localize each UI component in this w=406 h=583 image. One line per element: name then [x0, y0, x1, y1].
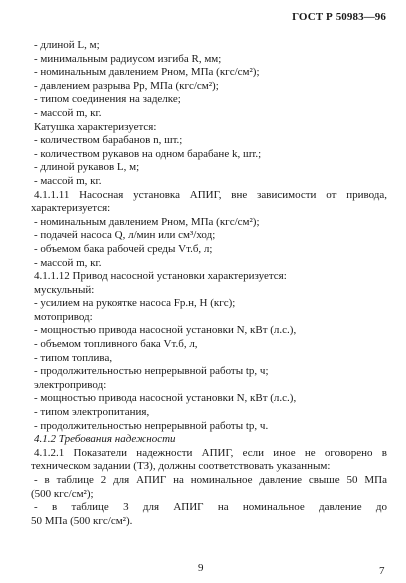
text-line: мотопривод:: [34, 310, 93, 323]
text-line: - продолжительностью непрерывной работы tр, ч.: [34, 419, 269, 432]
text-line: - номинальным давлением Pном, МПа (кгс/см²);: [34, 215, 260, 228]
text-line: - минимальным радиусом изгиба R, мм;: [34, 52, 222, 65]
text-line: мускульный:: [34, 283, 95, 296]
text-line: - в таблице 3 для АПИГ на номинальное давление до: [34, 501, 387, 514]
section-heading: 4.1.2 Требования надежности: [34, 433, 176, 446]
text-line: - типом соединения на заделке;: [34, 93, 181, 106]
text-line: - усилием на рукоятке насоса Fр.н, Н (кгс);: [34, 297, 236, 310]
text-line: Катушка характеризуется:: [34, 120, 157, 133]
text-line: - мощностью привода насосной установки N, кВт (л.с.),: [34, 324, 297, 337]
text-line: - мощностью привода насосной установки N, кВт (л.с.),: [34, 392, 297, 405]
text-line: - длиной рукавов L, м;: [34, 161, 140, 174]
page-number-inner: 9: [198, 562, 204, 574]
text-line: - массой m, кг.: [34, 256, 102, 269]
text-line: - продолжительностью непрерывной работы tр, ч;: [34, 365, 269, 378]
document-header: ГОСТ Р 50983—96: [292, 11, 386, 23]
text-line: - количеством рукавов на одном барабане k, шт.;: [34, 147, 262, 160]
text-line: - массой m, кг.: [34, 106, 102, 119]
text-line: 4.1.1.11 Насосная установка АПИГ, вне зависимости от привода,: [34, 188, 387, 201]
document-body: [31, 39, 387, 528]
text-line: характеризуется:: [31, 202, 111, 215]
text-line: электропривод:: [34, 378, 107, 391]
text-line: - количеством барабанов n, шт.;: [34, 134, 183, 147]
text-line: - давлением разрыва Pр, МПа (кгс/см²);: [34, 79, 219, 92]
text-line: - в таблице 2 для АПИГ на номинальное давление свыше 50 МПа: [34, 474, 387, 486]
text-line: техническом задании (ТЗ), должны соответствовать указанным:: [31, 460, 331, 473]
page-number-outer: 7: [379, 565, 385, 577]
text-line: - объемом топливного бака Vт.б, л,: [34, 338, 198, 351]
text-line: 50 МПа (500 кгс/см²).: [31, 514, 133, 527]
text-line: - массой m, кг.: [34, 174, 102, 187]
text-line: - длиной L, м;: [34, 39, 100, 51]
text-line: - объемом бака рабочей среды Vт.б, л;: [34, 242, 213, 255]
text-line: 4.1.1.12 Привод насосной установки характеризуется:: [34, 270, 287, 283]
text-line: - номинальным давлением Pном, МПа (кгс/см²);: [34, 66, 260, 79]
text-line: - типом электропитания,: [34, 406, 150, 419]
text-line: 4.1.2.1 Показатели надежности АПИГ, если иное не оговорено в: [34, 446, 387, 459]
text-line: - подачей насоса Q, л/мин или см³/ход;: [34, 229, 216, 242]
text-line: (500 кгс/см²);: [31, 487, 94, 500]
text-line: - типом топлива,: [34, 351, 113, 364]
